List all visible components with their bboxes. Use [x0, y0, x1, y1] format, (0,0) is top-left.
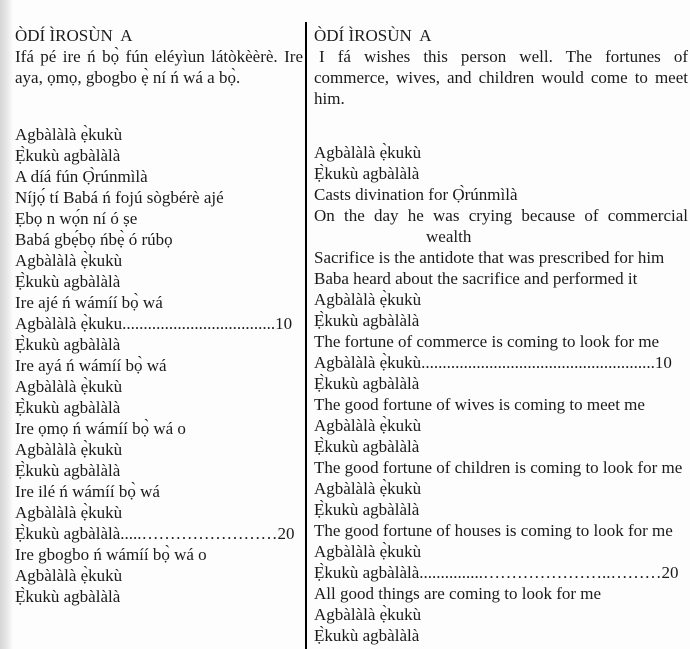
page-edge-shadow [0, 0, 13, 649]
verse-line: Ẹ̀kukù agbàlàlà [314, 311, 420, 330]
english-translation-column [314, 0, 688, 646]
verse-line: wealth [426, 227, 472, 246]
yoruba-verse-column [15, 0, 303, 607]
verse-line: Ẹ̀kukù agbàlàlà [15, 146, 121, 165]
odu-title-right: ÒDÍ ÌROSÙN A [314, 26, 432, 45]
intro [15, 46, 303, 88]
intro-line: him. [314, 89, 345, 108]
verse-line: Ẹ̀kukù agbàlàlà.....……………………20 [15, 524, 295, 543]
intro-line: aya, ọmọ, gbogbo ẹ̀ ní ń wá a bọ̀. [15, 68, 241, 87]
intro-line: commerce, wives, and children would come to meet [314, 68, 688, 87]
verse-line: Agbàlàlà ẹ̀kuku....................................10 [15, 314, 293, 333]
verse-line: Níjọ́ tí Babá ń fojú sògbérè ajé [15, 188, 224, 207]
verse-line: Agbàlàlà ẹ̀kukù [314, 143, 422, 162]
verse-line: Sacrifice is the antidote that was prescribed for him [314, 248, 665, 267]
verse-line: Agbàlàlà ẹ̀kukù [314, 290, 422, 309]
verse-line: Ẹbọ n wọ́n ní ó ṣe [15, 209, 138, 228]
verse-line: Ire ayá ń wámíí bọ̀ wá [15, 356, 167, 375]
verse-line: Ire ilé ń wámíí bọ̀ wá [15, 482, 160, 501]
verse-line: Ẹ̀kukù agbàlàlà [314, 374, 420, 393]
verse-line: Agbàlàlà ẹ̀kukù [314, 542, 422, 561]
column-divider-line [305, 22, 307, 649]
verse-line: A díá fún Ọ̀rúnmìlà [15, 167, 148, 186]
verse-line: Agbàlàlà ẹ̀kukù [15, 251, 123, 270]
verse-line: Ẹ̀kukù agbàlàlà [15, 398, 121, 417]
verse-line: Agbàlàlà ẹ̀kukù [314, 416, 422, 435]
verse-line: Ire ajé ń wámíí bọ̀ wá [15, 293, 163, 312]
verse-line: Agbàlàlà ẹ̀kukù.......................................................10 [314, 353, 672, 372]
verse-line: On the day he was crying because of commercial [314, 206, 688, 225]
verse-line: Babá gbẹ́bọ ńbẹ̀ ó rúbọ [15, 230, 173, 249]
verse-line: Ẹ̀kukù agbàlàlà [314, 437, 420, 456]
verse-line: The good fortune of houses is coming to look for me [314, 521, 673, 540]
intro-verse-gap [15, 88, 303, 124]
odu-title-left: ÒDÍ ÌROSÙN A [15, 26, 133, 45]
verse-line: Ẹ̀kukù agbàlàlà [15, 587, 121, 606]
verse-line: Agbàlàlà ẹ̀kukù [314, 479, 422, 498]
intro-line: I fá wishes this person well. The fortunes of [319, 47, 688, 66]
verse-line: Ẹ̀kukù agbàlàlà [15, 335, 121, 354]
verse-line: Ẹ̀kukù agbàlàlà [314, 626, 420, 645]
verse-line: Ire ọmọ ń wámíí bọ̀ wá o [15, 419, 186, 438]
verse-line: Baba heard about the sacrifice and performed it [314, 269, 638, 288]
verse-line: Ẹ̀kukù agbàlàlà...............…………………..………20 [314, 563, 679, 582]
intro [314, 46, 688, 109]
verse-line: Ẹ̀kukù agbàlàlà [314, 500, 420, 519]
verse-line: Agbàlàlà ẹ̀kukù [15, 125, 123, 144]
verses [314, 142, 688, 646]
intro-verse-gap [314, 109, 688, 142]
verses [15, 124, 303, 607]
verse-line: The good fortune of children is coming to look for me [314, 458, 683, 477]
verse-line: Casts divination for Ọ̀rúnmìlà [314, 185, 518, 204]
verse-line: The good fortune of wives is coming to meet me [314, 395, 645, 414]
verse-line: All good things are coming to look for me [314, 584, 602, 603]
verse-line: Agbàlàlà ẹ̀kukù [314, 605, 422, 624]
verse-line: Ẹ̀kukù agbàlàlà [15, 461, 121, 480]
verse-line: Agbàlàlà ẹ̀kukù [15, 566, 123, 585]
verse-line: Ire gbogbo ń wámíí bọ̀ wá o [15, 545, 207, 564]
verse-line: Ẹ̀kukù agbàlàlà [15, 272, 121, 291]
verse-line: The fortune of commerce is coming to look for me [314, 332, 660, 351]
verse-line: Agbàlàlà ẹ̀kukù [15, 377, 123, 396]
verse-line: Agbàlàlà ẹ̀kukù [15, 440, 123, 459]
verse-line: Agbàlàlà ẹ̀kukù [15, 503, 123, 522]
intro-line: Ifá pé ire ń bọ̀ fún eléyìun látòkèèrè. Ire [15, 47, 303, 66]
verse-line: Ẹ̀kukù agbàlàlà [314, 164, 420, 183]
